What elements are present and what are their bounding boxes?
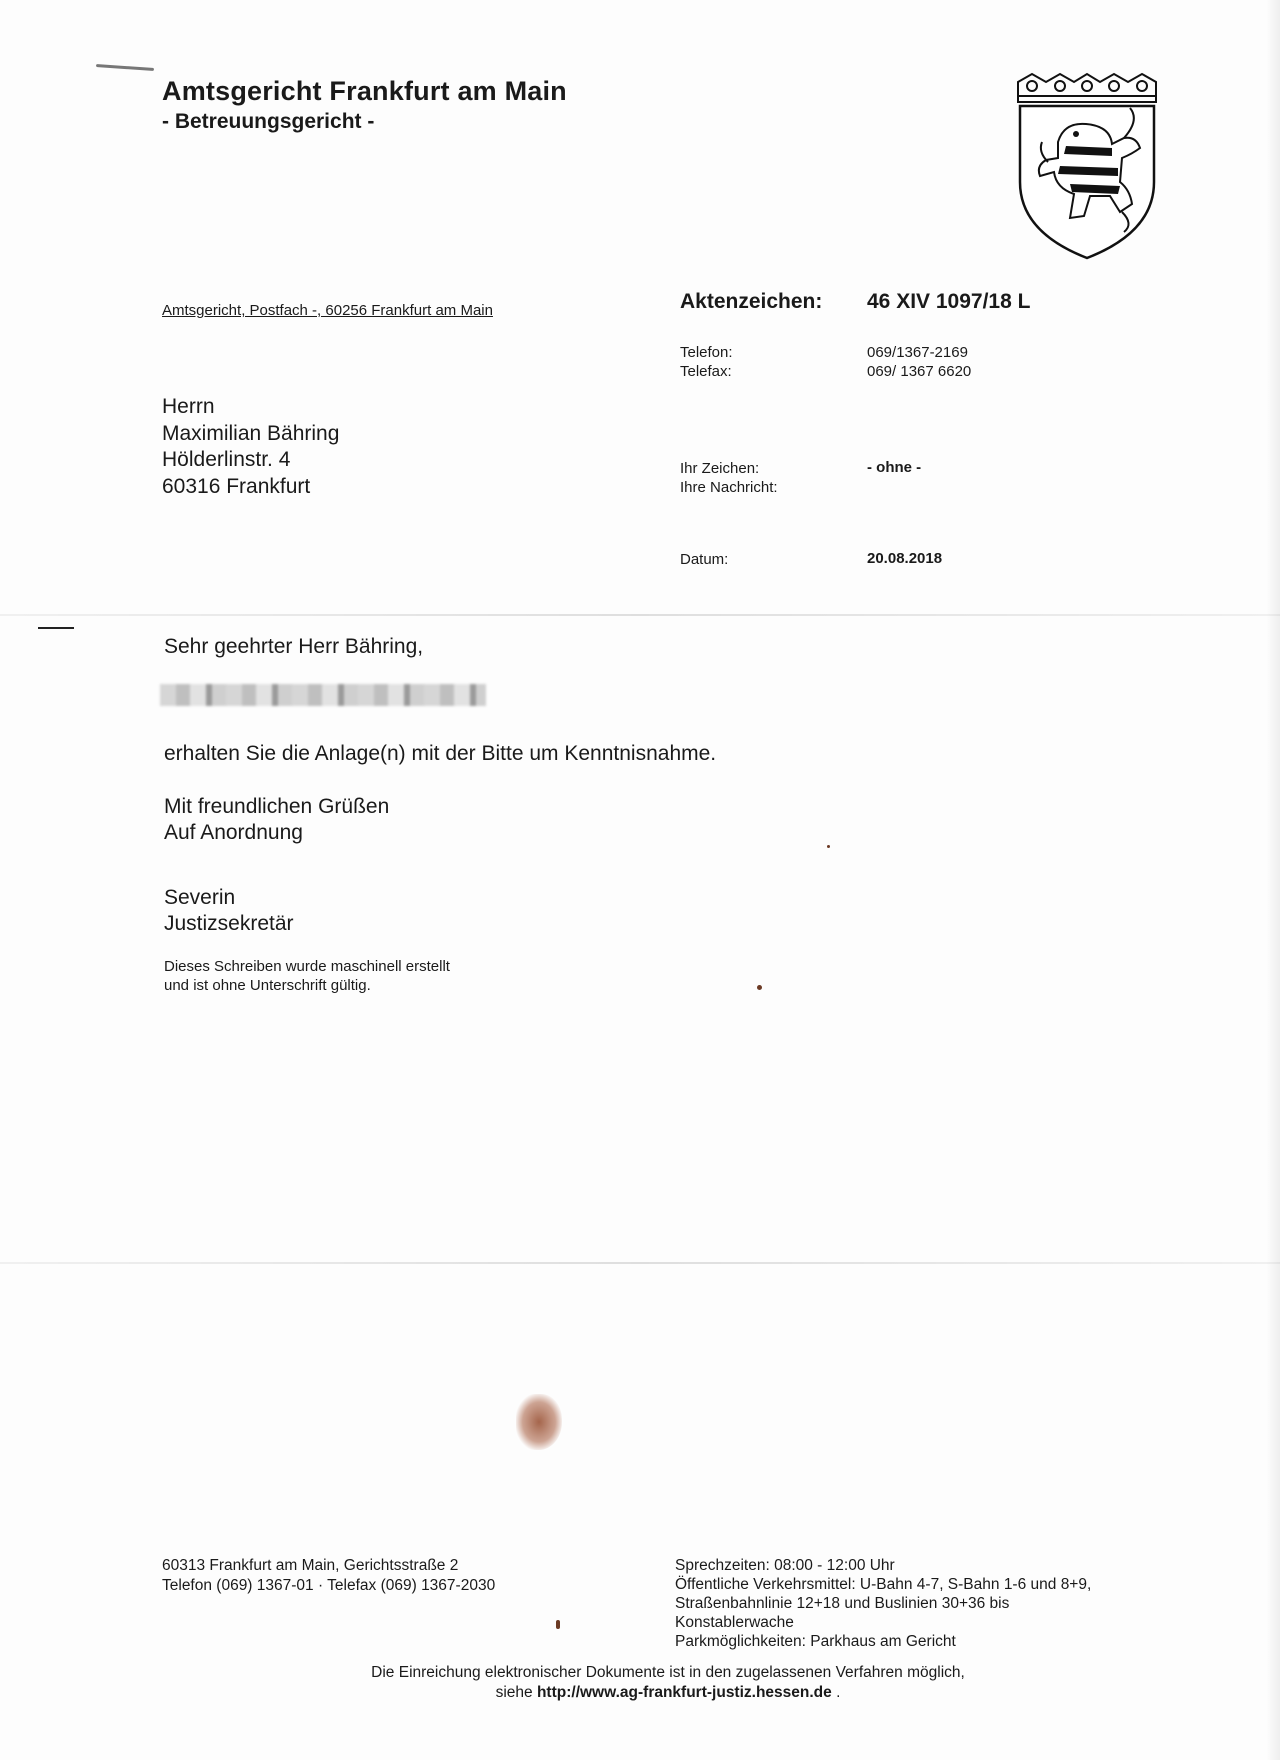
- footer-parking: Parkmöglichkeiten: Parkhaus am Gericht: [675, 1633, 956, 1650]
- fax-value: 069/ 1367 6620: [867, 363, 972, 380]
- file-reference-label: Aktenzeichen:: [680, 290, 823, 313]
- letter-salutation: Sehr geehrter Herr Bähring,: [164, 635, 424, 658]
- signer-name: Severin: [164, 886, 236, 909]
- note-line: Dieses Schreiben wurde maschinell erstellt: [164, 958, 450, 975]
- recipient-name: Maximilian Bähring: [162, 421, 340, 445]
- redacted-text: [160, 684, 486, 706]
- phone-label: Telefon:: [680, 344, 733, 361]
- closing-greeting: Mit freundlichen Grüßen: [164, 795, 390, 818]
- court-name: Amtsgericht Frankfurt am Main: [162, 76, 567, 106]
- recipient-address: [162, 394, 339, 500]
- footer-transit-line: Öffentliche Verkehrsmittel: U-Bahn 4-7, S-Bahn 1-6 und 8+9,: [675, 1576, 1092, 1593]
- paper-edge-shadow: [1266, 0, 1280, 1760]
- signer-title: Justizsekretär: [164, 912, 294, 935]
- footer-address-line: 60313 Frankfurt am Main, Gerichtsstraße 2: [162, 1557, 459, 1574]
- footer-electronic-notice: [0, 1663, 1280, 1703]
- court-website-link[interactable]: http://www.ag-frankfurt-justiz.hessen.de: [536, 1684, 832, 1701]
- paper-speck: [827, 845, 830, 848]
- paper-fold-line: [0, 614, 1280, 616]
- your-sign-value: - ohne -: [867, 459, 922, 476]
- recipient-city: 60316 Frankfurt: [162, 474, 311, 498]
- paper-stain: [516, 1394, 562, 1450]
- footer-court-address: [162, 1556, 495, 1596]
- staple-mark: [96, 64, 154, 71]
- date-label: Datum:: [680, 551, 729, 568]
- fold-mark: [38, 627, 74, 629]
- electronic-notice-suffix: .: [831, 1684, 841, 1701]
- your-sign-label: Ihr Zeichen:: [680, 460, 760, 477]
- recipient-street: Hölderlinstr. 4: [162, 448, 291, 471]
- fax-label: Telefax:: [680, 363, 732, 380]
- machine-generated-note: [164, 957, 450, 995]
- note-line: und ist ohne Unterschrift gültig.: [164, 977, 371, 994]
- letter-body: erhalten Sie die Anlage(n) mit der Bitte um Kenntnisnahme.: [164, 742, 717, 765]
- hessen-lion-crest-icon: [1012, 72, 1162, 262]
- electronic-notice-url-line: [0, 1683, 1280, 1703]
- file-reference-value: 46 XIV 1097/18 L: [867, 290, 1031, 313]
- paper-fold-line: [0, 1262, 1280, 1264]
- court-department: - Betreuungsgericht -: [162, 110, 375, 133]
- phone-value: 069/1367-2169: [867, 344, 968, 361]
- footer-transit-line: Straßenbahnlinie 12+18 und Buslinien 30+36 bis: [675, 1595, 1010, 1612]
- footer-visitor-info: [675, 1556, 1145, 1651]
- electronic-notice-prefix: siehe: [495, 1684, 537, 1701]
- paper-speck: [556, 1620, 560, 1629]
- your-message-label: Ihre Nachricht:: [680, 479, 778, 496]
- footer-contact-line: Telefon (069) 1367-01 · Telefax (069) 1367-2030: [162, 1577, 496, 1594]
- electronic-notice-line: Die Einreichung elektronischer Dokumente ist in den zugelassenen Verfahren möglich,: [371, 1664, 965, 1681]
- recipient-salutation: Herrn: [162, 395, 215, 418]
- date-value: 20.08.2018: [867, 550, 943, 567]
- footer-office-hours: Sprechzeiten: 08:00 - 12:00 Uhr: [675, 1557, 895, 1574]
- paper-speck: [757, 985, 762, 990]
- closing-order: Auf Anordnung: [164, 821, 303, 844]
- footer-transit-line: Konstablerwache: [675, 1614, 794, 1631]
- return-address: Amtsgericht, Postfach -, 60256 Frankfurt am Main: [162, 302, 493, 319]
